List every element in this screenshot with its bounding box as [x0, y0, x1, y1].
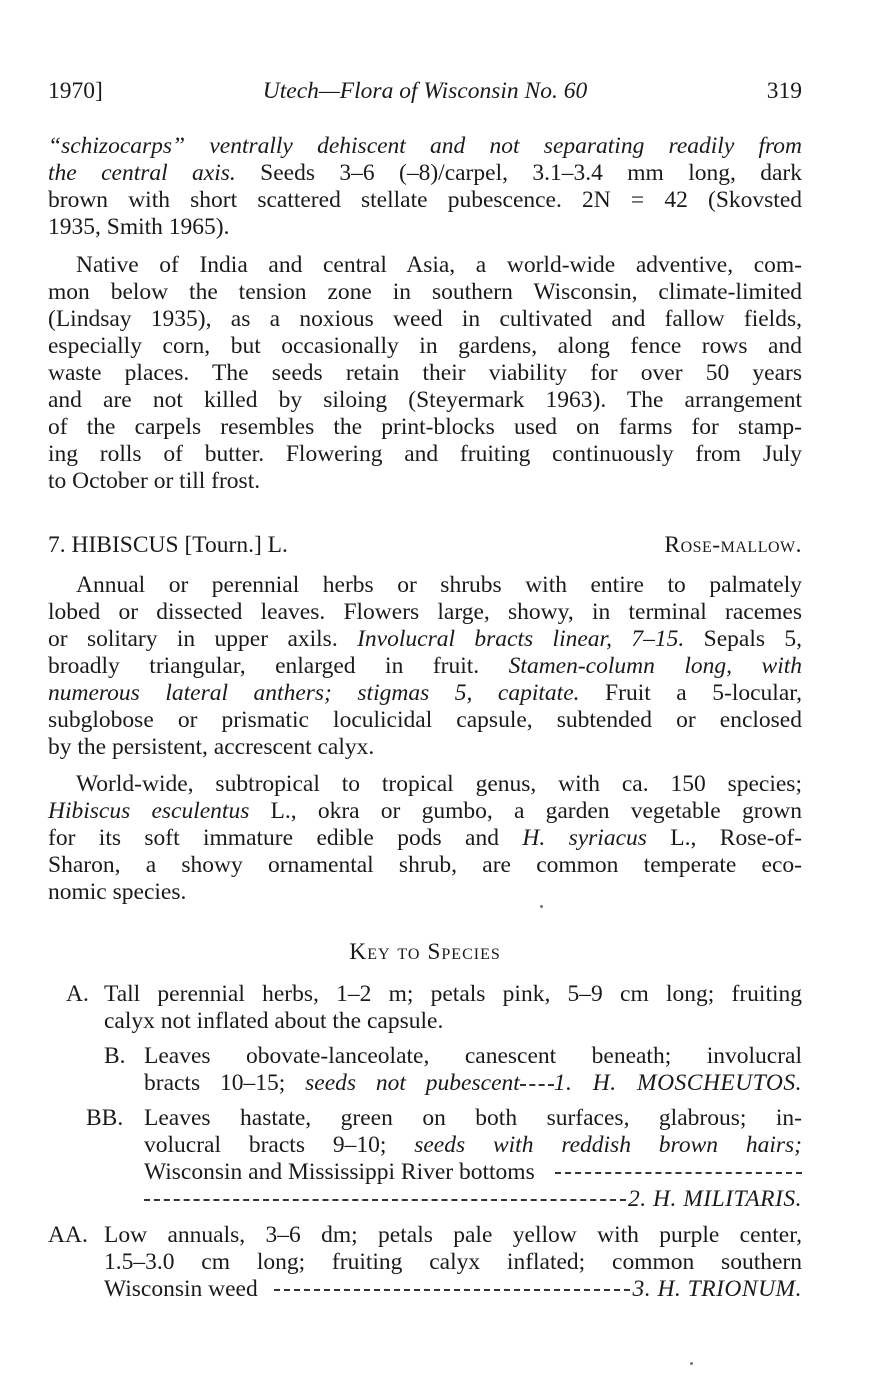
italic-text: seeds with reddish brown hairs;: [414, 1132, 803, 1158]
dotted-leader: [520, 1084, 554, 1086]
text-line: lobed or dissected leaves. Flowers large, showy, in terminal racemes: [48, 599, 802, 625]
key-label: BB.: [86, 1105, 124, 1131]
header-title: Utech—Flora of Wisconsin No. 60: [262, 78, 588, 104]
print-speck: [690, 1362, 693, 1365]
text-line: nomic species.: [48, 879, 187, 905]
dotted-leader: [555, 1172, 802, 1174]
text-line: subglobose or prismatic loculicidal capsule, subtended or enclosed: [48, 707, 802, 733]
text-run: for its soft immature edible pods and: [48, 825, 523, 851]
key-heading: Key to Species: [349, 939, 501, 965]
species-name: 3. H. TRIONUM.: [632, 1276, 802, 1302]
text-line: 1.5–3.0 cm long; fruiting calyx inflated; common southern: [104, 1249, 802, 1275]
text-line: Sharon, a showy ornamental shrub, are common temperate eco-: [48, 852, 802, 878]
italic-text: numerous lateral anthers; stigmas 5, capitate.: [48, 680, 580, 706]
page-number: 319: [766, 78, 802, 104]
text-line: [104, 1276, 802, 1303]
dotted-leader: [144, 1199, 626, 1201]
text-line: [144, 1186, 802, 1213]
text-run: Sepals 5,: [684, 626, 803, 652]
text-run: broadly triangular, enlarged in fruit.: [48, 653, 509, 679]
genus-common-name: Rose-mallow.: [664, 532, 802, 558]
key-label: B.: [104, 1043, 126, 1069]
text-line: [48, 133, 802, 160]
text-line: mon below the tension zone in southern Wisconsin, climate-limited: [48, 279, 802, 305]
text-run: L., okra or gumbo, a garden vegetable grown: [249, 798, 802, 824]
italic-text: Stamen-column long, with: [508, 653, 802, 679]
dotted-leader: [274, 1289, 631, 1291]
text-line: Leaves obovate-lanceolate, canescent beneath; involucral: [144, 1043, 802, 1069]
text-run: bracts 10–15;: [144, 1070, 306, 1096]
text-line: World-wide, subtropical to tropical genus, with ca. 150 species;: [76, 771, 802, 797]
paragraph-genus-description: [48, 572, 802, 761]
genus-name: 7. HIBISCUS [Tourn.] L.: [48, 532, 288, 558]
italic-text: H. syriacus: [522, 825, 647, 851]
text-run: volucral bracts 9–10;: [144, 1132, 415, 1158]
key-label: AA.: [48, 1222, 88, 1248]
text-run: or solitary in upper axils.: [48, 626, 358, 652]
text-run: Wisconsin and Mississippi River bottoms: [144, 1159, 535, 1185]
text-line: [48, 160, 802, 187]
key-label: A.: [66, 981, 89, 1007]
species-name: 1. H. MOSCHEUTOS.: [553, 1070, 803, 1096]
text-line: [48, 653, 802, 680]
text-line: Annual or perennial herbs or shrubs with entire to palmately: [76, 572, 802, 598]
text-line: Leaves hastate, green on both surfaces, glabrous; in-: [144, 1105, 802, 1131]
italic-text: the central axis.: [48, 160, 236, 186]
text-line: [48, 626, 802, 653]
text-line: (Lindsay 1935), as a noxious weed in cultivated and fallow fields,: [48, 306, 802, 332]
text-run: L., Rose-of-: [646, 825, 803, 851]
species-name: 2. H. MILITARIS.: [627, 1186, 802, 1212]
text-line: of the carpels resembles the print-blocks used on farms for stamp-: [48, 414, 802, 440]
italic-text: “schizocarps” ventrally dehiscent and not separating readily from: [48, 133, 802, 159]
text-run: Seeds 3–6 (–8)/carpel, 3.1–3.4 mm long, dark: [235, 160, 802, 186]
paragraph-distribution: [48, 252, 802, 495]
text-line: 1935, Smith 1965).: [48, 214, 230, 240]
header-year: 1970]: [48, 78, 103, 104]
text-line: waste places. The seeds retain their viability for over 50 years: [48, 360, 802, 386]
print-speck: [540, 905, 543, 908]
key-text: [104, 981, 802, 1035]
running-header: [48, 78, 802, 106]
paragraph-genus-distribution: [48, 771, 802, 906]
key-text: [144, 1043, 802, 1097]
paragraph-fruit-description: [48, 133, 802, 241]
text-line: calyx not inflated about the capsule.: [104, 1008, 444, 1034]
text-line: [48, 798, 802, 825]
italic-text: seeds not pubescent: [305, 1070, 520, 1096]
text-line: [144, 1159, 802, 1186]
text-line: especially corn, but occasionally in gardens, along fence rows and: [48, 333, 802, 359]
text-line: to October or till frost.: [48, 468, 261, 494]
text-line: Low annuals, 3–6 dm; petals pale yellow with purple center,: [104, 1222, 802, 1248]
text-line: and are not killed by siloing (Steyermark 1963). The arrangement: [48, 387, 802, 413]
text-line: Native of India and central Asia, a world-wide adventive, com-: [76, 252, 802, 278]
italic-text: Hibiscus esculentus: [48, 798, 250, 824]
text-line: Tall perennial herbs, 1–2 m; petals pink, 5–9 cm long; fruiting: [104, 981, 802, 1007]
text-run: Fruit a 5-locular,: [579, 680, 803, 706]
text-line: [48, 825, 802, 852]
text-line: [48, 680, 802, 707]
text-line: [144, 1132, 802, 1159]
key-text: [104, 1222, 802, 1303]
italic-text: Involucral bracts linear, 7–15.: [357, 626, 685, 652]
key-text: [144, 1105, 802, 1213]
text-line: ing rolls of butter. Flowering and fruiting continuously from July: [48, 441, 802, 467]
text-run: Wisconsin weed: [104, 1276, 258, 1302]
text-line: by the persistent, accrescent calyx.: [48, 734, 375, 760]
text-line: [144, 1070, 802, 1097]
genus-heading: [48, 532, 802, 559]
text-line: brown with short scattered stellate pubescence. 2N = 42 (Skovsted: [48, 187, 802, 213]
